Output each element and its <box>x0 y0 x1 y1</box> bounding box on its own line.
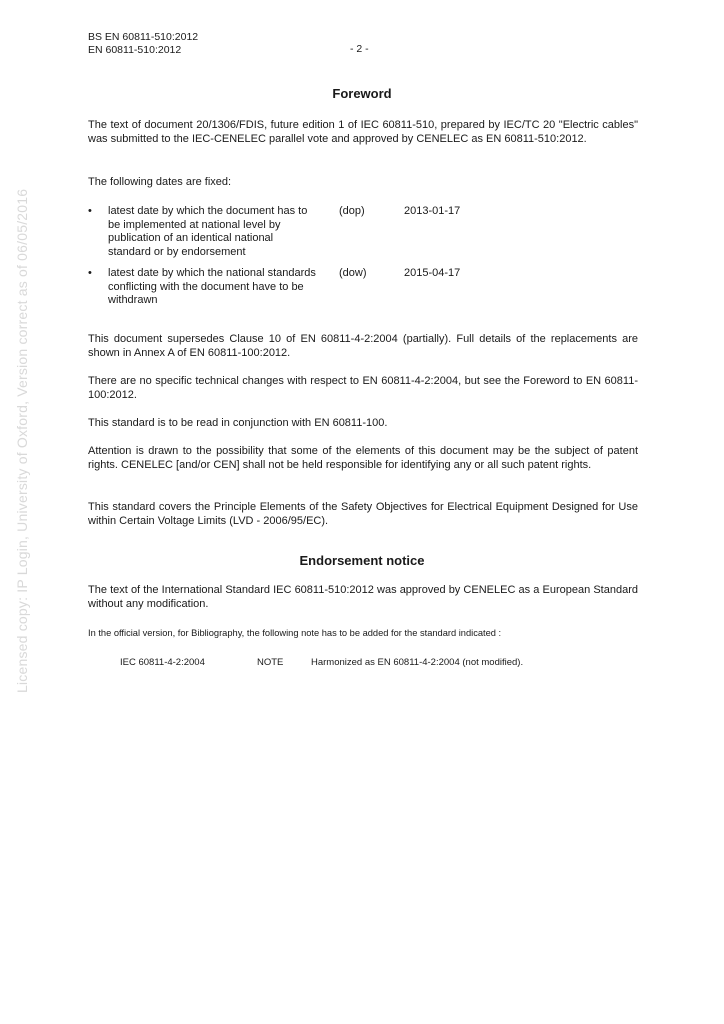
date-item-date: 2013-01-17 <box>404 205 461 217</box>
note-label: NOTE <box>257 657 284 668</box>
date-item-code: (dow) <box>339 267 367 279</box>
conjunction-paragraph: This standard is to be read in conjunction with EN 60811-100. <box>88 417 388 429</box>
note-standard: IEC 60811-4-2:2004 <box>120 657 205 668</box>
endorsement-paragraph: The text of the International Standard IEC 60811-510:2012 was approved by CENELEC as a European Standard without any modification. <box>88 584 638 610</box>
coverage-paragraph: This standard covers the Principle Elements of the Safety Objectives for Electrical Equipment Designed for Use within Certain Voltage Limits (LVD - 2006/95/EC). <box>88 501 638 527</box>
foreword-heading: Foreword <box>332 86 392 101</box>
page-number: - 2 - <box>350 43 369 55</box>
license-watermark: Licensed copy: IP Login, University of Oxford, Version correct as of 06/05/2016 <box>14 188 30 693</box>
date-item-date: 2015-04-17 <box>404 267 461 279</box>
date-item-text: latest date by which the document has to be implemented at national level by publication of an identical national standard or by endorsement <box>108 205 308 258</box>
technical-changes-paragraph: There are no specific technical changes with respect to EN 60811-4-2:2004, but see the Foreword to EN 60811-100:2012. <box>88 375 638 401</box>
date-item-text: latest date by which the national standards conflicting with the document have to be withdrawn <box>108 267 316 306</box>
note-text: Harmonized as EN 60811-4-2:2004 (not modified). <box>311 657 524 668</box>
patent-rights-paragraph: Attention is drawn to the possibility that some of the elements of this document may be the subject of patent rights. CENELEC [and/or CEN] shall not be held responsible for identifying any or all such patent rights. <box>88 445 638 471</box>
document-header <box>88 31 198 56</box>
bibliography-note-paragraph: In the official version, for Bibliography, the following note has to be added for the standard indicated : <box>88 628 502 638</box>
header-standard-bs: BS EN 60811-510:2012 <box>88 31 199 43</box>
bullet-icon: • <box>88 205 92 217</box>
supersedes-paragraph: This document supersedes Clause 10 of EN 60811-4-2:2004 (partially). Full details of the replacements are shown in Annex A of EN 60811-100:2012. <box>88 333 638 359</box>
header-standard-en: EN 60811-510:2012 <box>88 43 182 56</box>
endorsement-heading: Endorsement notice <box>299 553 425 568</box>
date-item-code: (dop) <box>339 205 365 217</box>
dates-intro-paragraph: The following dates are fixed: <box>88 176 232 188</box>
bullet-icon: • <box>88 267 92 279</box>
foreword-intro-paragraph: The text of document 20/1306/FDIS, future edition 1 of IEC 60811-510, prepared by IEC/TC 20 "Electric cables" was submitted to the IEC-CENELEC parallel vote and approved by CENELEC as EN 60811-510:2012. <box>88 119 638 145</box>
